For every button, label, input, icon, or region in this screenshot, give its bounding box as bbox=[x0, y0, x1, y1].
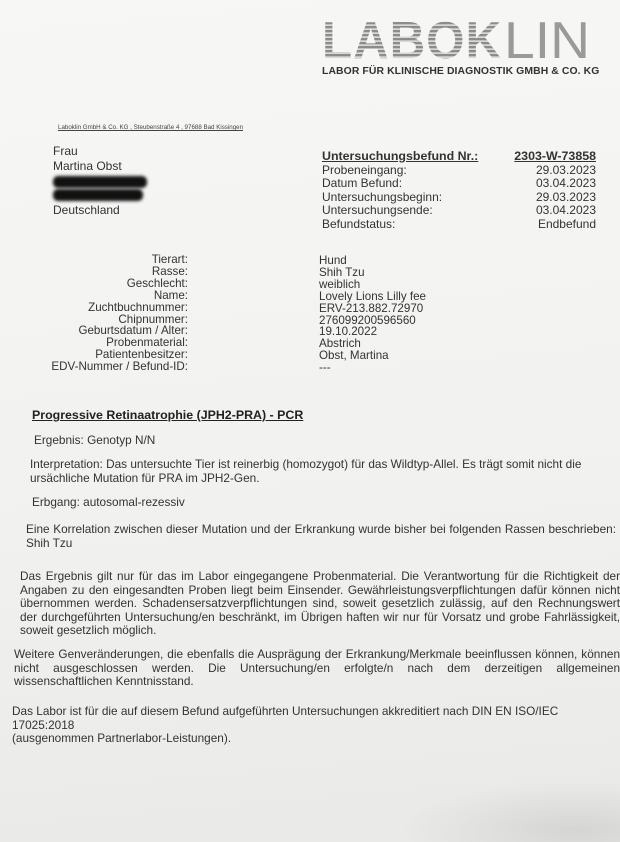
findings-row bbox=[322, 177, 596, 191]
findings-row-value: Endbefund bbox=[537, 216, 596, 231]
findings-row-value: 03.04.2023 bbox=[535, 176, 596, 191]
animal-label: Chipnummer: bbox=[118, 312, 188, 326]
findings-number-row bbox=[322, 150, 596, 164]
accreditation-line: 17025:2018 bbox=[12, 717, 75, 732]
svg-text:LIN: LIN bbox=[504, 14, 590, 62]
recipient-salutation: Frau bbox=[53, 144, 78, 158]
findings-row bbox=[322, 191, 596, 205]
animal-value: ERV-213.882.72970 bbox=[319, 301, 424, 315]
photo-shadow bbox=[400, 780, 620, 842]
findings-row-label: Untersuchungsbeginn: bbox=[322, 189, 443, 204]
redacted-street bbox=[53, 176, 147, 188]
animal-label: Probenmaterial: bbox=[106, 336, 188, 350]
further-variants-paragraph: Weitere Genveränderungen, die ebenfalls die Ausprägung der Erkrankung/Merkmale beeinflussen können, können nicht ausgeschlossen werden. Die Untersuchung/en erfolgte/n nach dem derzeitigen allgemeinen wissenschaftlichen Kenntnisstand. bbox=[14, 647, 620, 689]
animal-label: Geburtsdatum / Alter: bbox=[78, 324, 188, 338]
findings-header-block bbox=[322, 150, 596, 232]
findings-number-label: Untersuchungsbefund Nr.: bbox=[322, 149, 479, 163]
animal-value: 19.10.2022 bbox=[319, 325, 378, 339]
findings-row-label: Probeneingang: bbox=[322, 162, 407, 177]
result-genotype: Ergebnis: Genotyp N/N bbox=[34, 433, 156, 447]
recipient-address bbox=[53, 144, 147, 218]
animal-label: Rasse: bbox=[151, 264, 188, 278]
result-correlation: Eine Korrelation zwischen dieser Mutation und der Erkrankung wurde bisher bei folgenden Rassen beschrieben: Shih Tzu bbox=[26, 522, 616, 550]
findings-row-label: Untersuchungsende: bbox=[322, 203, 433, 218]
animal-values bbox=[319, 255, 426, 374]
animal-value: Shih Tzu bbox=[319, 265, 365, 279]
test-section-title: Progressive Retinaatrophie (JPH2-PRA) - PCR bbox=[32, 408, 304, 422]
accreditation-line: Das Labor ist für die auf diesem Befund aufgeführten Untersuchungen akkreditiert nach DIN EN ISO/IEC bbox=[12, 704, 559, 718]
animal-label: EDV-Nummer / Befund-ID: bbox=[51, 360, 188, 374]
animal-labels bbox=[48, 254, 188, 373]
animal-value: Obst, Martina bbox=[319, 349, 389, 363]
sender-address-line: Laboklin GmbH & Co. KG , Steubenstraße 4 , 97688 Bad Kissingen bbox=[58, 124, 244, 131]
recipient-country: Deutschland bbox=[53, 202, 120, 217]
findings-number-value: 2303-W-73858 bbox=[514, 149, 596, 163]
recipient-name: Martina Obst bbox=[53, 159, 122, 173]
findings-row bbox=[322, 204, 596, 218]
lab-full-name: LABOR FÜR KLINISCHE DIAGNOSTIK GMBH & CO. KG bbox=[322, 66, 600, 77]
animal-label: Geschlecht: bbox=[126, 276, 188, 290]
result-inheritance: Erbgang: autosomal-rezessiv bbox=[32, 495, 185, 509]
redacted-city bbox=[53, 189, 143, 201]
animal-value: Abstrich bbox=[319, 337, 361, 351]
findings-row-value: 29.03.2023 bbox=[535, 189, 596, 204]
laboklin-logo bbox=[322, 14, 590, 62]
animal-value: weiblich bbox=[319, 277, 361, 291]
disclaimer-paragraph: Das Ergebnis gilt nur für das im Labor eingegangene Probenmaterial. Die Verantwortung für die Richtigkeit der Angaben zu den eingesandten Proben liegt beim Einsender. Gewährleistungsverpflichtungen dafür können nicht übernommen werden. Schadensersatzverpflichtungen sind, soweit gesetzlich zulässig, auf den Rechnungswert der durchgeführten Untersuchung/en beschränkt, im Übrigen haften wir nur für Vorsatz und grobe Fahrlässigkeit, soweit gesetzlich möglich. bbox=[20, 569, 620, 638]
animal-label: Tierart: bbox=[151, 253, 188, 266]
findings-row-value: 03.04.2023 bbox=[535, 203, 596, 218]
animal-value: 276099200596560 bbox=[319, 313, 416, 327]
result-interpretation: Interpretation: Das untersuchte Tier ist reinerbig (homozygot) für das Wildtyp-Allel. Es trägt somit nicht die ursächliche Mutation für PRA im JPH2-Gen. bbox=[30, 457, 582, 485]
svg-text:LABOK: LABOK bbox=[322, 14, 502, 62]
accreditation-line: (ausgenommen Partnerlabor-Leistungen). bbox=[12, 731, 232, 746]
animal-label: Name: bbox=[153, 288, 188, 302]
animal-value: --- bbox=[319, 361, 331, 375]
accreditation-paragraph bbox=[12, 705, 620, 746]
findings-row bbox=[322, 164, 596, 178]
animal-value: Lovely Lions Lilly fee bbox=[319, 289, 426, 303]
animal-value: Hund bbox=[319, 254, 347, 267]
findings-row-value: 29.03.2023 bbox=[535, 162, 596, 177]
animal-label: Zuchtbuchnummer: bbox=[88, 300, 188, 314]
findings-row-label: Befundstatus: bbox=[322, 216, 396, 231]
findings-row-label: Datum Befund: bbox=[322, 176, 403, 191]
animal-label: Patientenbesitzer: bbox=[95, 348, 188, 362]
findings-row bbox=[322, 218, 596, 232]
